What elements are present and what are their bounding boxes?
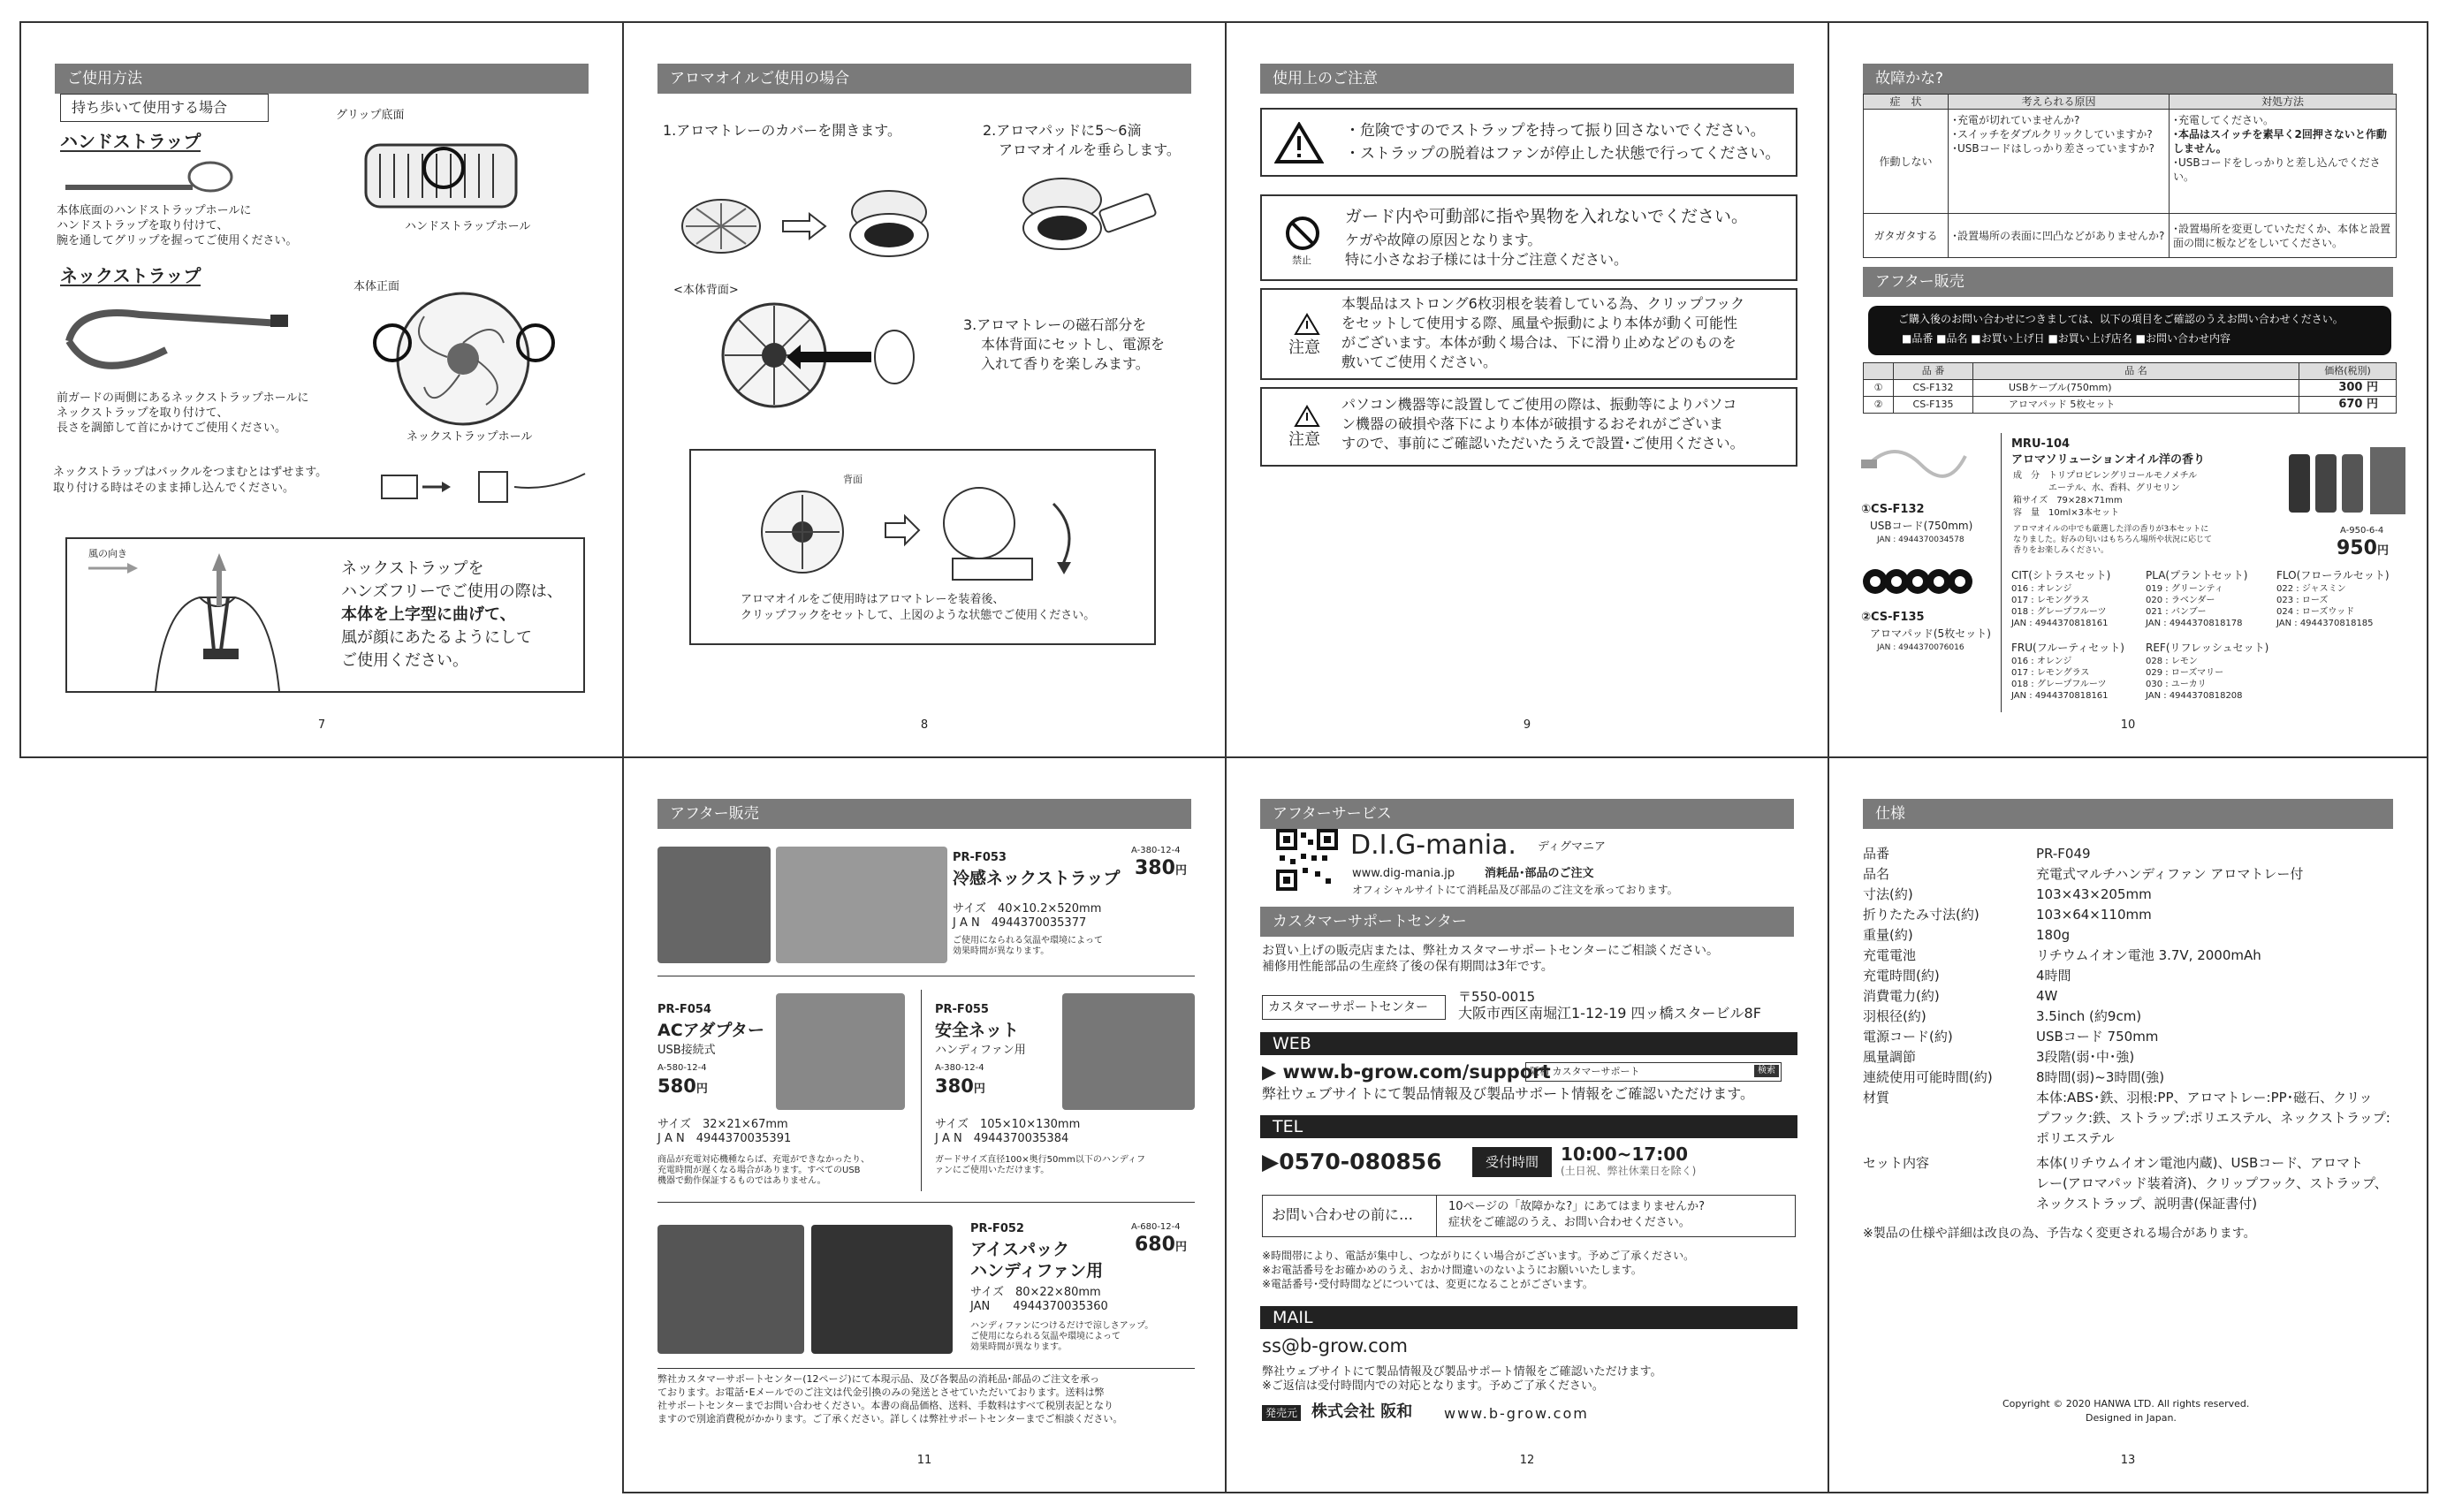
clip-set-illustration [753,477,1106,583]
aroma-oil-bottles-photo [2285,445,2409,516]
ice-pack-photo-2 [811,1225,953,1354]
warning-triangle-icon [1274,122,1324,164]
hours-label: 受付時間 [1472,1147,1552,1177]
web-header: WEB [1260,1032,1797,1055]
page-header: ご使用方法 [55,64,589,94]
cs-header: カスタマーサポートセンター [1260,907,1794,937]
page-number: 10 [2120,718,2136,732]
aroma-drop-illustration [1013,164,1172,262]
tip-box [65,537,585,693]
hand-strap-illustration [60,147,237,200]
item-code: PR-F053 [953,851,1007,864]
tel-number[interactable]: ▶0570-080856 [1262,1149,1442,1174]
clip-box [689,449,1156,645]
neck-strap-hole-label: ネックストラップホール [407,430,533,444]
page-13: 仕様 品番 PR-F049 品名 充電式マルチハンディファン アロマトレー付 寸法(約) 103×43×205mm 折りたたみ寸法(約) 103×64×110mm 重量(約) 180g 充電電池 リチウムイオン電池 3.7V, 2000mAh 充電時間(約) 4時間 消費電力(約) 4W 羽根径(約) 3.5inch (約9cm) 電源コード(約) USBコード 750mm 風量調節 3段階(弱･中･強) 連続使用可能時間(約) 8時間(弱)~3時間(強) 材質 本体:ABS･鉄、羽根:PP、アロマトレー:PP･磁石、クリッ プフック:鉄、ストラップ:ポリエステル、ネックストラップ: ポリエステル セット内容 本体(リチウムイオン電池内蔵)、USBコード、アロマト レー(アロマパッド装着済)、クリップフック、ストラップ、 ネックストラップ、説明書(保証書付) ※製品の仕様や詳細は改良の為、予告なく変更される場合があります。 Copyright © 2020 HANWA LTD. All rights reserved. Designed in Japan. 13 [1828,756,2428,1493]
ac-adapter-photo [776,993,905,1110]
back-label: <本体背面> [673,284,739,297]
item-name: 冷感ネックストラップ [953,869,1121,888]
dig-mania-url[interactable]: www.dig-mania.jp [1352,867,1455,880]
cs-f135-code: ②CS-F135 [1861,611,1925,624]
caution-triangle-icon [1294,313,1320,336]
step-3a: 3.アロマトレーの磁石部分を [963,316,1147,333]
tray-attach-illustration [712,288,924,421]
prohibit-icon [1285,216,1320,251]
neck-strap-photo [657,847,771,963]
tip-line-3: 本体を上字型に曲げて、 [341,605,516,624]
tel-header: TEL [1260,1115,1797,1138]
aroma-tray-open-illustration [677,173,942,270]
page-number: 12 [1519,1454,1535,1467]
mail-address[interactable]: ss@b-grow.com [1262,1335,1408,1356]
page-header: アロマオイルご使用の場合 [657,64,1191,94]
page-number: 13 [2120,1454,2136,1467]
page-number: 9 [1523,718,1531,732]
tip-line-5: ご使用ください。 [341,651,468,670]
wind-label: 風の向き [88,548,127,559]
brand-logo: D.I.G-mania. [1350,830,1516,861]
step-3c: 入れて香りを楽しみます。 [981,355,1150,372]
order-notice: ご購入後のお問い合わせにつきましては、以下の項目をご確認のうえお問い合わせください。 ■品番 ■品名 ■お買い上げ日 ■お買い上げ店名 ■お問い合わせ内容 [1868,306,2391,355]
page-header: アフターサービス [1260,799,1794,829]
neck-strap-photo-2 [776,847,947,963]
page-7: ご使用方法 持ち歩いて使用する場合 グリップ底面 ハンドストラップ 本体底面のハンドストラップホールに ハンドストラップを取り付けて、 腕を通してグリップを握ってご使用ください。 ハンドストラップホール ネックストラップ 本体正面 前ガードの両側にあるネックストラップホールに ネックストラップを取り付けて、 長さを調節して首にかけてご使用ください。 ネックストラップホール ネックストラップはバックルをつまむとはずせます。 取り付ける時はそのまま挿し込んでください。 風の向き ネックストラップを ハンズフリーでご使用の際は、 本体を上字型に曲げて、 風が顔にあたるようにして ご使用ください。 7 [19,21,624,758]
grip-label: グリップ底面 [336,109,405,122]
page-9 [1225,21,1829,758]
front-label: 本体正面 [353,280,400,293]
item-price: 380円 [1135,857,1187,879]
step-2a: 2.アロマパッドに5～6滴 [983,122,1142,139]
qr-code-icon [1276,829,1338,891]
neck-strap-illustration [60,288,308,394]
page-11: アフター販売 PR-F053 A-380-12-4 380円 冷感ネックストラップ サイズ 40×10.2×520mm J A N 4944370035377 ご使用になられる気温や環境によって 効果時間が異なります。 PR-F054 ACアダプター USB接続式 A-580-12-4 580円 サイズ 32×21×67mm J A N 4944370035391 商品が充電対応機種ならば、充電ができなかったり、 充電時間が遅くなる場合があります。すべてのUSB 機器で動作保証するものではありません。 PR-F055 安全ネット ハンディファン用 A-380-12-4 380円 サイズ 105×10×130mm J A N 4944370035384 ガードサイズ直径100×奥行50mm以下のハンディフ ァンにご使用いただけます。 PR-F052 A-680-12-4 680円 アイスパック ハンディファン用 サイズ 80×22×80mm JAN 4944370035360 ハンディファンにつけるだけで涼しさアップ。 ご使用になられる気温や環境によって 効果時間が異なります。 弊社カスタマーサポートセンター(12ページ)にて本現示品、及び各製品の消耗品･部品のご注文を承っ ております。お電話･Eメールでのご注文は代金引換のみの発送とさせていただいております。送料は弊 社サポートセンターまでお問い合わせください。本書の商品価格、送料、手数料はすべて税別表記となり ますので別途消費税がかかります。ご了承ください。詳しくは弊社サポートセンターまでご相談ください。 11 [622,756,1227,1493]
mru-price: 950円 [2337,537,2389,559]
usb-cable-photo [1859,429,1974,491]
wind-arrow-icon [88,562,141,574]
neck-strap-title: ネックストラップ [60,265,201,286]
tip-line-1: ネックストラップを [341,559,484,578]
page-header: 故障かな? [1863,64,2393,94]
hand-strap-title: ハンドストラップ [60,131,201,152]
copyright: Copyright © 2020 HANWA LTD. All rights reserved. [2002,1398,2250,1409]
search-box[interactable]: 阪和 カスタマーサポート 検索 [1525,1062,1782,1082]
note-line-1: アロマオイルをご使用時はアロマトレーを装着後、 [741,593,1005,606]
fan-front-illustration [371,290,557,431]
ice-pack-photo [657,1225,804,1354]
page-header: 使用上のご注意 [1260,64,1794,94]
safety-net-photo [1062,993,1195,1110]
fan-bottom-illustration [362,127,521,224]
mru-title: アロマソリューションオイル洋の香り [2011,453,2206,467]
caution-triangle-icon [1294,405,1320,428]
page-10: 故障かな? 症 状 考えられる原因 対処方法 作動しない ･充電が切れていませんか? ･スイッチをダブルクリックしていますか? ･USBコードはしっかり差さっていますか? ･充電してください。 ･本品はスイッチを素早く2回押さないと作動しません。 ･USBコードをしっかりと差し込んでください。 ガタガタする ･設置場所の表面に凹凸などがありませんか? ･設置場所を変更していただくか、本体と設置面の間に板などをしいてください。 アフター販売 ご購入後のお問い合わせにつきましては、以下の項目をご確認のうえお問い合わせください。 ■品番 ■品名 ■お買い上げ日 ■お買い上げ店名 ■お問い合わせ内容 品 番 品 名 価格(税別) ① CS-F132 USBケーブル(750mm) 300 円 ② CS-F135 アロマパッド 5枚セット 670 円 ①CS-F132 USBコード(750mm) JAN : 4944370034578 ②CS-F135 アロマパッド(5枚セット) JAN : 4944370076016 MRU-104 アロマソリューションオイル洋の香り 成 分 トリプロピレングリコールモノメチル エーテル、水、香料、グリセリン 箱サイズ 79×28×71mm 容 量 10ml×3本セット アロマオイルの中でも厳選した洋の香りが3本セットに なりました。好みの匂いはもちろん場所や状況に応じて 香りをお楽しみください。 A-950-6-4 950円 CIT(シトラスセット) 016 : オレンジ 017 : レモングラス 018 : グレープフルーツ JAN : 4944370818161 PLA(プラントセット) 019 : グリーンティ 020 : ラベンダー 021 : バンブー JAN : 4944370818178 FLO(フローラルセット) 022 : ジャスミン 023 : ローズ 024 : ローズウッド JAN : 4944370818185 FRU(フルーティセット) 016 : オレンジ 017 : レモングラス 018 : グレープフルーツ JAN : 4944370818161 REF(リフレッシュセット) 028 : レモン 029 : ローズマリー 030 : ユーカリ JAN : 4944370818208 10 [1828,21,2428,758]
caution-box-2: 注意 パソコン機器等に設置してご使用の際は、振動等によりパソコ ン機器の破損や落下により本体が破損するおそれがございま すので、事前にご確認いただいたうえで設置･ご使用ください。 [1260,387,1797,467]
page-number: 7 [317,718,326,732]
tip-line-2: ハンズフリーでご使用の際は、 [341,582,563,601]
person-illustration [147,544,288,691]
walk-label: 持ち歩いて使用する場合 [60,94,269,122]
trouble-table: 症 状 考えられる原因 対処方法 作動しない ･充電が切れていませんか? ･スイッチをダブルクリックしていますか? ･USBコードはしっかり差さっていますか? ･充電してください。 ･本品はスイッチを素早く2回押さないと作動しません。 ･USBコードをしっかりと差し込んでください。 ガタガタする ･設置場所の表面に凹凸などがありませんか? ･設置場所を変更していただくか、本体と設置面の間に板などをしいてください。 [1863,94,2397,258]
after-sales-header: アフター販売 [1863,267,2393,297]
warning-box-1: ・危険ですのでストラップを持って振り回さないでください。 ・ストラップの脱着はファンが停止した状態で行ってください。 [1260,108,1797,177]
mru-code: MRU-104 [2011,437,2071,451]
page-header: 仕様 [1863,799,2393,829]
back-label-2: 背面 [843,474,863,485]
step-3b: 本体背面にセットし、電源を [981,336,1166,353]
page-header: アフター販売 [657,799,1191,829]
search-button[interactable]: 検索 [1754,1065,1779,1077]
page-8 [622,21,1227,758]
page-number: 11 [916,1454,932,1467]
prohibit-label: 禁止 [1292,255,1311,266]
support-url[interactable]: ▶ www.b-grow.com/support [1262,1061,1551,1083]
aroma-pad-photo [1861,562,1976,603]
step-1: 1.アロマトレーのカバーを開きます。 [663,122,901,139]
page-12: アフターサービス D.I.G-mania. ディグマニア www.dig-mania.jp 消耗品･部品のご注文 オフィシャルサイトにて消耗品及び部品のご注文を承っております。 カスタマーサポートセンター お買い上げの販売店または、弊社カスタマーサポートセンターにご相談ください。 補修用性能部品の生産終了後の保有期間は3年です。 カスタマーサポートセンター 〒550-0015 大阪市西区南堀江1-12-19 四ッ橋スタービル8F WEB ▶ www.b-grow.com/support 阪和 カスタマーサポート 検索 弊社ウェブサイトにて製品情報及び製品サポート情報をご確認いただけます。 TEL ▶0570-080856 受付時間 10:00~17:00 (土日祝、弊社休業日を除く) お問い合わせの前に… 10ページの「故障かな?」にあてはまりませんか? 症状をご確認のうえ、お問い合わせください。 ※時間帯により、電話が集中し、つながりにくい場合がございます。予めご了承ください。 ※お電話番号をお確かめのうえ、おかけ間違いのないようにお願いいたします。 ※電話番号･受付時間などについては、変更になることがございます。 MAIL ss@b-grow.com 弊社ウェブサイトにて製品情報及び製品サポート情報をご確認いただけます。 ※ご返信は受付時間内での対応となります。予めご了承ください。 発売元 株式会社 阪和 www.b-grow.com 12 [1225,756,1829,1493]
page-number: 8 [920,718,929,732]
parts-table: 品 番 品 名 価格(税別) ① CS-F132 USBケーブル(750mm) 300 円 ② CS-F135 アロマパッド 5枚セット 670 円 [1863,362,2397,414]
tip-line-4: 風が顔にあたるようにして [341,628,532,647]
step-2b: アロマオイルを垂らします。 [999,141,1181,158]
prohibit-box: 禁止 ガード内や可動部に指や異物を入れないでください。 ケガや故障の原因となります。 特に小さなお子様には十分ご注意ください。 [1260,194,1797,281]
buckle-illustration [373,456,594,518]
hand-strap-hole-label: ハンドストラップホール [405,220,531,233]
caution-box-1: 注意 本製品はストロング6枚羽根を装着している為、クリップフック をセットして使用する際、風量や振動により本体が動く可能性 がございます。本体が動く場合は、下に滑り止めなどのものを 敷いてご使用ください。 [1260,288,1797,380]
cs-f132-code: ①CS-F132 [1861,503,1925,516]
mail-header: MAIL [1260,1306,1797,1329]
note-line-2: クリップフックをセットして、上図のような状態でご使用ください。 [741,609,1096,622]
seller-badge: 発売元 [1262,1405,1301,1421]
